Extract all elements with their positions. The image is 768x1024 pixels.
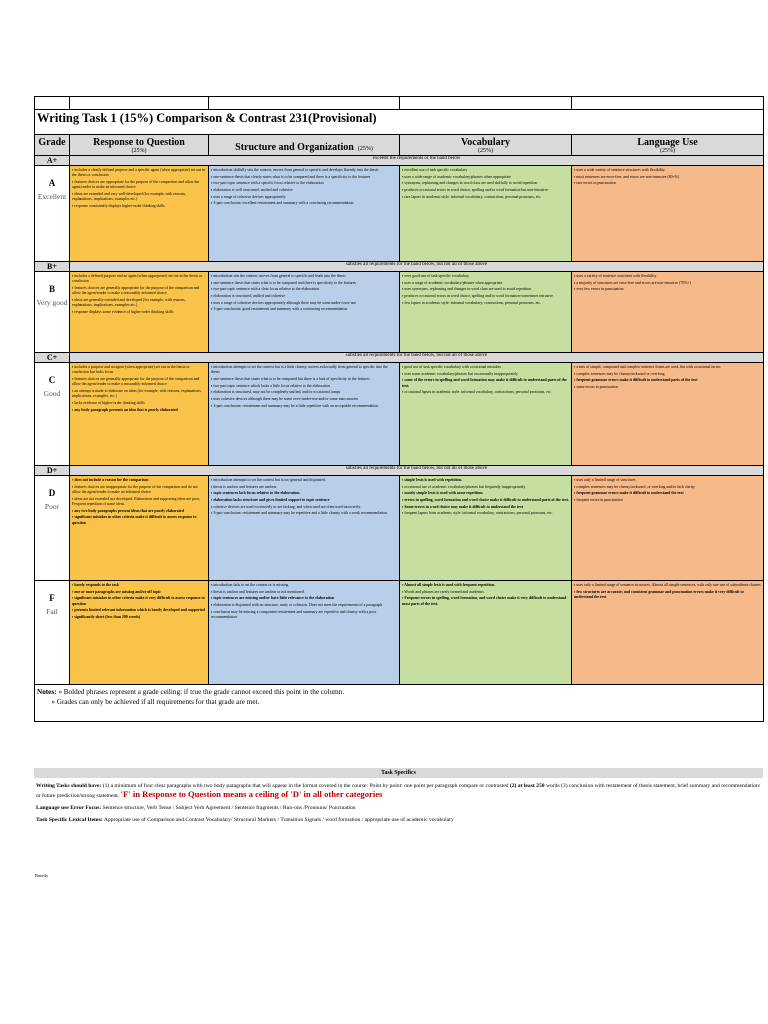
f-vocab-cell-item-0: ▪ Almost all simple lexis is used with frequent repetition. <box>402 583 495 587</box>
grade-b: B Very good <box>35 272 70 353</box>
header-language: Language Use (25%) <box>572 135 764 156</box>
c-response-cell-item-4: ▪ any body paragraph presents an idea that is poorly elaborated <box>72 407 178 412</box>
c-vocab-cell-item-0: ▪ good use of task specific vocabulary with occasional mistakes <box>402 365 501 369</box>
d-response-cell <box>70 476 209 581</box>
d-language-cell <box>572 476 764 581</box>
d-language-cell-item-3: ▪ frequent errors in punctuation <box>574 498 623 503</box>
c-response-cell <box>70 363 209 466</box>
f-response-cell-item-0: ▪ barely responds to the task <box>72 583 119 587</box>
f-language-cell <box>572 581 764 685</box>
d-structure-cell-item-2: ▪ topic sentences lack focus relative to the elaboration. <box>211 491 301 496</box>
b-structure-cell-item-1: ▪ one-sentence thesis that states what is to be compared and there is specificity to the features <box>211 280 357 285</box>
c-language-cell-item-3: ▪ some errors in punctuation <box>574 385 618 390</box>
b-language-cell <box>572 272 764 353</box>
grade-f: F Fail <box>35 581 70 685</box>
a-response-cell-item-1: ▪ features choices are appropriate for the purpose of the comparison and allow the agent/reader to make an informed choice <box>72 179 200 190</box>
d-structure-cell-item-3: ▪ elaboration lacks structure and gives limited support to topic sentence <box>211 498 330 503</box>
b-vocab-cell-item-4: ▪ few lapses in academic style: informal vocabulary, contractions, personal pronouns, etc. <box>402 300 542 305</box>
header-response: Response to Question (25%) <box>70 135 209 156</box>
c-structure-cell-item-2: ▪ two-part topic sentence which lacks a little focus relative to the elaboration <box>211 383 331 388</box>
a-language-cell-item-0: ▪ uses a wide variety of sentence structures with flexibility <box>574 168 665 172</box>
notes-row <box>35 685 764 722</box>
c-response-cell-item-2: ▪ an attempt is made to elaborate on ideas (for example, with reasons, explanations, implications, examples, etc.) <box>72 388 202 399</box>
task-specifics <box>34 768 763 824</box>
a-vocab-cell-item-2: ▪ synonyms, rephrasing and changes in word class are used skilfully to avoid repetition <box>402 181 538 186</box>
ceiling-warning: 'F' in Response to Question means a ceiling of 'D' in all other categories <box>120 789 383 799</box>
a-structure-cell-item-3: ▪ elaboration is well structured, unified and cohesive <box>211 188 293 193</box>
header-row <box>35 135 764 156</box>
grade-d: D Poor <box>35 476 70 581</box>
a-vocab-cell-item-0: ▪ excellent use of task specific vocabulary <box>402 168 468 172</box>
rubric-table <box>34 96 764 722</box>
f-language-cell-item-0: ▪ uses only a limited range of sentence structures. Almost all simple sentences, with only rare use of subordinate clauses <box>574 583 761 587</box>
c-response-cell-item-0: ▪ includes a purpose and an agent (when appropriate) set out in the thesis or conclusion but lacks focus <box>72 365 190 375</box>
b-response-cell-item-0: ▪ includes a defined purpose and an agent (when appropriate) set out in the thesis or conclusion <box>72 274 203 284</box>
lexical-items-paragraph: Task Specific Lexical Items: Appropriate use of Comparison and Contrast Vocabulary/ Structural Markers / Transition Signals / word formation / appropriate use of academic vocabulary <box>36 817 454 823</box>
b-response-cell-item-2: ▪ ideas are generally extended and developed (for example, with reasons, explanations, implications, examples etc.) <box>72 297 186 308</box>
f-response-cell <box>70 581 209 685</box>
grade-c: C Good <box>35 363 70 466</box>
d-vocab-cell <box>400 476 572 581</box>
task-specifics-heading: Task Specifics <box>34 768 763 778</box>
d-response-cell-item-2: ▪ ideas are not extended nor developed. Elaboration and supporting ideas are poor. Frequent repetition of some ideas. <box>72 496 200 506</box>
f-structure-cell-item-4: ▪ conclusion may be missing a component restatement and summary are repetitive and clumsy with a poor recommendation <box>211 609 377 620</box>
a-response-cell-item-2: ▪ ideas are extended and very well-developed (for example, with reasons, explanations, implications, examples etc.) <box>72 191 186 202</box>
a-vocab-cell-item-4: ▪ rare lapses in academic style: informal vocabulary, contractions, personal pronouns, etc. <box>402 194 542 199</box>
a-structure-cell <box>209 166 400 262</box>
notes: Notes: » Bolded phrases represent a grade ceiling: if true the grade cannot exceed this point in the column. » Grades can only be achieved if all requirements for that grade are met. <box>35 685 764 722</box>
a-language-cell <box>572 166 764 262</box>
b-response-cell <box>70 272 209 353</box>
b-vocab-cell-item-3: ▪ produces occasional errors in word choice, spelling and/or word formation-sometimes intrusive <box>402 294 553 299</box>
a-vocab-cell-item-1: ▪ uses a wide range of academic vocabulary/phrases when appropriate <box>402 174 511 179</box>
c-vocab-cell-item-3: ▪ occasional lapses in academic style: informal vocabulary, contractions, personal pronouns, etc. <box>402 390 552 395</box>
d-structure-cell-item-4: ▪ cohesive devices are used excessively or are lacking, and when used are often used incorrectly. <box>211 504 362 509</box>
d-response-cell-item-4: ▪ significant mistakes in other criteria make it difficult to assess response to question <box>72 515 197 525</box>
a-vocab-cell-item-3: ▪ produces occasional errors in word choice, spelling and/or word formation but non-intrusive <box>402 188 549 193</box>
d-structure-cell-item-1: ▪ thesis is unclear and features are unclear. <box>211 484 277 489</box>
c-structure-cell-item-4: ▪ uses cohesive devices although there may be some over-/under-use and/or some inaccuracies <box>211 397 358 402</box>
b-language-cell-item-1: ▪ a majority of structures are error-free and errors are non-intrusive (70%+) <box>574 280 692 285</box>
band-a-plus: A+ exceeds the requirements of the band below <box>35 156 764 166</box>
a-structure-cell-item-2: ▪ two-part topic sentence with a specific focus relative to the elaboration <box>211 181 324 186</box>
a-response-cell <box>70 166 209 262</box>
d-vocab-cell-item-2: ▪ mostly simple lexis is used with some repetition. <box>402 491 484 496</box>
row-a <box>35 166 764 262</box>
b-language-cell-item-2: ▪ very few errors in punctuation <box>574 287 624 292</box>
a-response-cell-item-0: ▪ includes a clearly defined purpose and a specific agent (when appropriate) set out in the thesis or conclusion <box>72 168 206 178</box>
a-vocab-cell <box>400 166 572 262</box>
band-c-plus: C+ satisfies all requirements for the band below, but not all of those above <box>35 353 764 363</box>
band-d-plus: D+ satisfies all requirements for the band below, but not all of those above <box>35 466 764 476</box>
a-language-cell-item-1: ▪ most sentences are error-free, and errors are non-intrusive (80+%) <box>574 174 680 179</box>
f-vocab-cell <box>400 581 572 685</box>
d-structure-cell-item-0: ▪ introduction attempts to set the context but is too general and disjointed. <box>211 478 326 482</box>
c-response-cell-item-3: ▪ lacks evidence of higher-order thinking skills <box>72 400 145 405</box>
f-structure-cell-item-1: ▪ thesis is unclear and features are unclear or not mentioned. <box>211 589 305 594</box>
band-b-plus: B+ satisfies all requirements for the band below, but not all of those above <box>35 262 764 272</box>
c-structure-cell-item-5: ▪ 3-part conclusion: restatement and summary may be a little repetitive with an acceptable recommendation <box>211 403 379 408</box>
d-vocab-cell-item-1: ▪ occasional use of academic vocabulary/phrases but frequently inappropriately <box>402 484 526 489</box>
c-vocab-cell-item-2: ▪ some of the errors in spelling and word formation may make it difficult to understand parts of the text. <box>402 378 567 388</box>
d-language-cell-item-0: ▪ uses only a limited range of structures <box>574 478 636 482</box>
b-response-cell-item-3: ▪ response displays some evidence of higher-order thinking skills <box>72 309 174 314</box>
header-structure: Structure and Organization (25%) <box>209 135 400 156</box>
b-language-cell-item-0: ▪ uses a variety of sentence structures with flexibility <box>574 274 657 278</box>
row-c <box>35 363 764 466</box>
b-structure-cell-item-5: ▪ 3-part conclusion: good restatement and summary with a convincing recommendation <box>211 307 348 312</box>
b-vocab-cell-item-2: ▪ uses synonyms, rephrasing and changes in word class are used to avoid repetition <box>402 287 532 292</box>
row-d <box>35 476 764 581</box>
a-structure-cell-item-4: ▪ uses a range of cohesive devices appropriately <box>211 194 286 199</box>
f-structure-cell-item-3: ▪ elaboration is disjointed with no structure, unity or cohesion. Does not meet the requirements of a paragraph <box>211 603 382 608</box>
c-structure-cell-item-1: ▪ one-sentence thesis that states what is to be compared but there is a lack of specificity in the features <box>211 376 370 381</box>
c-vocab-cell <box>400 363 572 466</box>
blank-top-row <box>35 97 764 110</box>
d-vocab-cell-item-4: ▪ Some errors in word choice may make it difficult to understand the text <box>402 504 524 509</box>
f-language-cell-item-1: ▪ few structures are accurate; and consistent grammar and punctuation errors make it very difficult to understand the text <box>574 589 744 599</box>
f-structure-cell <box>209 581 400 685</box>
c-structure-cell-item-3: ▪ elaboration is structured, may not be completely unified, and/or occasional jumps <box>211 390 341 395</box>
d-structure-cell-item-5: ▪ 3-part conclusion: restatement and summary may be repetitive and a little clumsy with a weak recommendation <box>211 511 387 516</box>
notes-line-1: Bolded phrases represent a grade ceiling: if true the grade cannot exceed this point in the column. <box>63 688 345 696</box>
d-response-cell-item-3: ▪ any two body paragraphs present ideas that are poorly elaborated <box>72 508 184 513</box>
writing-tasks-paragraph: Writing Tasks should have: (1) a minimum of four clear paragraphs with two body paragraphs that will appear in the format covered in the course: Point by point: one point per paragraph compare or contrasted (2) at least 250 words (3) conclusion with restatement of thesis statement, brief summary and recommendation/ or future prediction/strong statement. 'F' in Response to Question means a ceiling of 'D' in all other categories <box>36 783 761 799</box>
f-structure-cell-item-0: ▪ introduction fails to set the context or is missing <box>211 583 289 587</box>
d-vocab-cell-item-3: ▪ errors in spelling, word formation and word choice make it difficult to understand parts of the text. <box>402 498 569 503</box>
f-response-cell-item-3: ▪ presents limited relevant information which is barely developed and supported <box>72 608 205 613</box>
header-vocabulary: Vocabulary (25%) <box>400 135 572 156</box>
grade-a: A Excellent <box>35 166 70 262</box>
d-response-cell-item-0: ▪ does not include a reason for the comparison <box>72 478 149 482</box>
b-response-cell-item-1: ▪ features choices are generally appropriate for the purpose of the comparison and allow the agent/reader to make a reasonably informed choice <box>72 285 200 296</box>
footer-note: Bareily <box>35 873 49 878</box>
a-structure-cell-item-5: ▪ 3-part conclusion: excellent restatement and summary with a convincing recommendation <box>211 201 354 206</box>
d-vocab-cell-item-0: ▪ simple lexis is used with repetition. <box>402 478 462 482</box>
d-language-cell-item-2: ▪ frequent grammar errors make it difficult to understand the text <box>574 491 684 496</box>
language-focus-paragraph: Language use Error Focus: Sentence structure, Verb Tense / Subject Verb Agreement / Sentence fragments / Run-ons /Pronouns/ Punctuation <box>36 805 356 811</box>
a-language-cell-item-2: ▪ rare errors in punctuation <box>574 181 616 186</box>
rubric-sheet <box>34 96 763 722</box>
c-structure-cell-item-0: ▪ introduction attempts to set the context but is a little clumsy; moves awkwardly from general to specific into the thesis <box>211 365 388 375</box>
b-vocab-cell <box>400 272 572 353</box>
c-structure-cell <box>209 363 400 466</box>
d-vocab-cell-item-5: ▪ frequent lapses from academic style: informal vocabulary, contractions, personal pronouns, etc. <box>402 511 553 516</box>
f-structure-cell-item-2: ▪ topic sentences are missing and/or have little relevance to the elaboration <box>211 596 335 601</box>
f-response-cell-item-4: ▪ significantly short (less than 200 words) <box>72 615 141 620</box>
b-structure-cell-item-4: ▪ uses a range of cohesive devices appropriately although there may be some under-/over-use <box>211 300 356 305</box>
row-f <box>35 581 764 685</box>
a-structure-cell-item-1: ▪ one-sentence thesis that clearly states what is to be compared and there is a specificity to the features <box>211 174 371 179</box>
f-vocab-cell-item-2: ▪ Frequent errors in spelling, word formation, and word choice make it very difficult to understand most parts of the text. <box>402 596 567 606</box>
b-structure-cell-item-0: ▪ introduction sets the context, moves from general to specific and leads into the thesis <box>211 274 346 278</box>
b-structure-cell-item-3: ▪ elaboration is structured, unified and cohesive <box>211 294 286 299</box>
c-language-cell-item-2: ▪ frequent grammar errors make it difficult to understand parts of the text <box>574 378 698 383</box>
f-response-cell-item-2: ▪ significant mistakes in other criteria make it very difficult to assess response to question <box>72 596 205 606</box>
c-language-cell-item-0: ▪ a mix of simple, compound and complex sentence forms are used, but with occasional errors <box>574 365 721 369</box>
c-vocab-cell-item-1: ▪ uses some academic vocabulary/phrases but occasionally inappropriately <box>402 371 519 376</box>
b-structure-cell-item-2: ▪ two-part topic sentence with a clear focus relative to the elaboration <box>211 287 320 292</box>
b-vocab-cell-item-0: ▪ very good use of task specific vocabulary <box>402 274 469 278</box>
c-language-cell <box>572 363 764 466</box>
f-vocab-cell-item-1: ▪ Words and phrases are rarely formed and academic. <box>402 589 485 594</box>
b-structure-cell <box>209 272 400 353</box>
b-vocab-cell-item-1: ▪ uses a range of academic vocabulary/phrases when appropriate <box>402 280 503 285</box>
row-b <box>35 272 764 353</box>
c-language-cell-item-1: ▪ complex sentences may be clumsy/awkward or overlong <box>574 371 665 376</box>
d-language-cell-item-1: ▪ complex sentences may be clumsy/awkward, or overlong and/or lack clarity <box>574 484 695 489</box>
d-structure-cell <box>209 476 400 581</box>
c-response-cell-item-1: ▪ features choices are generally appropriate for the purpose of the comparison and allow the agent/reader to make a reasonably informed choice <box>72 376 200 387</box>
rubric-title: Writing Task 1 (15%) Comparison & Contrast 231(Provisional) <box>35 110 764 135</box>
title-row <box>35 110 764 135</box>
f-response-cell-item-1: ▪ one or more paragraphs are missing and/or off topic <box>72 589 161 594</box>
a-structure-cell-item-0: ▪ introduction skilfully sets the context, moves from general to specific and develops fluently into the thesis <box>211 168 379 172</box>
header-grade: Grade <box>35 135 70 156</box>
a-response-cell-item-3: ▪ response consistently displays higher-order thinking skills <box>72 203 165 208</box>
notes-line-2: Grades can only be achieved if all requirements for that grade are met. <box>56 698 260 706</box>
d-response-cell-item-1: ▪ features choices are inappropriate for the purpose of the comparison and do not allow the agent/reader to make an informed choice <box>72 484 198 494</box>
